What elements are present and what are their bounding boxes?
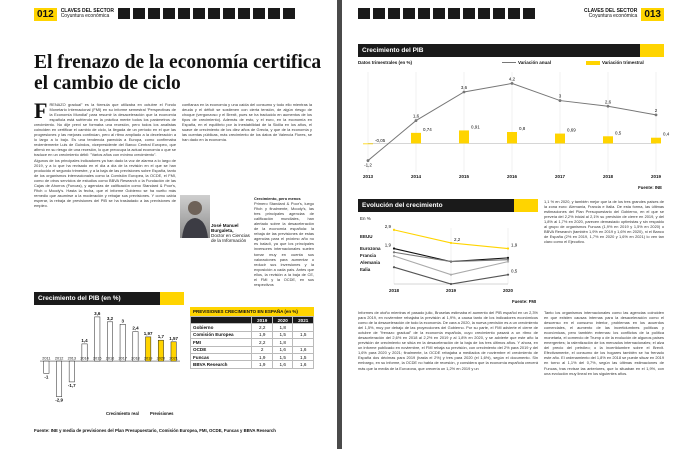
annual-label-2015: 3,6 [460, 85, 468, 90]
table-cell: 1,5 [272, 353, 293, 360]
table-header-3: 2021 [293, 317, 314, 324]
tick-2013: 2013 [362, 174, 374, 179]
tick-2015: 2015 [458, 174, 470, 179]
section-label [584, 9, 637, 20]
bar-label-2015: 3,6 [94, 310, 101, 316]
table-cell: BBVA Research [191, 361, 252, 368]
quarterly-bar-2018 [603, 136, 613, 143]
series-point-Alemania-2018 [393, 255, 395, 257]
quarterly-bar-2016 [507, 132, 517, 143]
tick-2018: 2018 [131, 356, 140, 361]
table-cell: 1,9 [252, 331, 273, 338]
source-note: Fuente: INE y media de previsiones del Plan Presupuestario, Comisión Europea, FMI, OCDE, Funcas y BBVA Research [34, 428, 276, 433]
table-header-row [191, 317, 314, 324]
table-cell: 1,8 [272, 339, 293, 346]
evolution-source: Fuente: FMI [512, 299, 537, 304]
tick-2021: 2021 [169, 356, 178, 361]
bar-2015 [95, 317, 100, 361]
table-header-1: 2019 [252, 317, 273, 324]
right-paragraph-3: Informes de otoño mientras el pasado julio, Bruselas estimaba el aumento del PIB español en un 2,3% para 2019, en noviembre rebajaba la previsión al 1,9%, a causa tanto de los indicadores económicos como de la desaceleración de todo la economía. De cara a 2020, la nueva previsión es a un crecimiento del 1,5%, muy por debajo de las proyecciones del Gobierno. Por su parte, el FMI advierte el cierre de octubre de "frenazo gradual" de la economía española, cuyo crecimiento pasará a un ritmo de desaceleración del 2,6% en 2018 al 2,2% en 2019 y al 1,8% en 2020, y se advierte que este año la previsión de crecimiento se sitúa en la desaceleración de la baja de los tres últimos años. Y ahora, en un informe publicado en noviembre, el FMI rebaja su previsión, con crecimiento del 2% para 2019 y del 1,6% para 2020 y 2021; finalmente, la OCDE rebajaba a mediados de noviembre el crecimiento de España dos décimas para 2019 (hasta el 2%) y tres para 2020 (el 1,6%), según el documento. Sin embargo, en su informe, la OCDE no habla de recesión, y considera que la economía española crecerá más que la media de la Eurozona, que crecería un 1,2% en 2019 y un [358, 310, 538, 371]
line-chart-source: Fuente: INE [638, 185, 662, 190]
caption-name: José Manuel Burgaleta, [211, 223, 239, 233]
bar-label-2011: -1 [44, 374, 49, 380]
subheading: Crecimiento, pero menos [254, 196, 301, 201]
table-cell: 1,5 [272, 331, 293, 338]
series-label-EEUU-2020: 1,9 [511, 242, 518, 248]
table-cell: 1,6 [293, 361, 314, 368]
left-page [0, 0, 337, 449]
series-label-EEUU-2019: 2,2 [454, 236, 461, 242]
table-row [191, 346, 314, 353]
table-cell: Comisión Europea [191, 331, 252, 338]
legend-quarterly: Variación trimestral [586, 60, 644, 65]
series-point-Alemania-2019 [450, 274, 452, 276]
pib-quarterly-chart [358, 68, 670, 180]
tick-2018: 2018 [388, 288, 400, 293]
table-cell: 1,5 [293, 353, 314, 360]
table-cell: FMI [191, 339, 252, 346]
quarterly-label-2017: 0,69 [567, 127, 576, 133]
bar-2013 [69, 361, 74, 382]
tick-2020: 2020 [156, 356, 166, 361]
col2-paragraph-1: confianza en la economía y una caída del consumo y todo ello mientras la deuda y el déficit se sostienen con cierta tensión, de algún riesgo de choque (vergonzoso y el Brexit, pues se ha traducido en aumentos de los tipos de crecimiento). Además de esto, y el euro, en la economía en España, en el equilibrio por la inestabilidad de la Sicilia en los años, el suave de crecimiento de los diez años de Grecia, y que de la economía y las cuentas públicas, más crecimiento de los datos de Valencia Flores, se han dado en la economía. [182, 102, 312, 143]
quarterly-label-2013: -0,05 [375, 138, 386, 144]
bar-label-2020: 1,7 [157, 334, 165, 340]
article-column-2-top [182, 102, 312, 192]
tick-2016: 2016 [105, 356, 115, 361]
table-row [191, 361, 314, 368]
table-row [191, 339, 314, 346]
table-cell: 1,6 [272, 346, 293, 353]
table-cell: 2 [252, 346, 273, 353]
annual-label-2013: -1,2 [364, 162, 372, 168]
annual-point-2019 [655, 113, 658, 116]
quarterly-label-2015: 0,91 [471, 124, 480, 130]
table-cell [293, 339, 314, 346]
annual-point-2016 [511, 82, 514, 85]
series-name-Italia: Italia [360, 267, 371, 272]
series-point-EEUU-2019 [450, 242, 452, 244]
right-page [342, 0, 680, 449]
tick-2019: 2019 [445, 288, 457, 293]
left-page-header [34, 6, 114, 22]
bar-label-2016: 3,2 [106, 315, 114, 321]
table-row [191, 353, 314, 360]
series-point-Francia-2019 [450, 261, 452, 263]
evolution-chart-header [358, 199, 538, 212]
subsection-name: Coyuntura económica [60, 13, 110, 19]
col1-paragraph-1: RENAZO gradual" es la fórmula que utilizaba en octubre el Fondo Monetario Internacional (FMI) en su informe semestral 'Perspectivas de la Economía Mundial' para resumir la desaceleración que la economía española está sufriendo en la práctica mente todos los parámetros de crecimiento. No dije previ se formaba una recesión, pero todos los analistas coinciden en certificar el cambio de ciclo, la llegada de un período en el que las progresiones y las mejoras continúan, pero al ritmo ampliado a la deceleración a lo largo a lo bajo. Es una tendencia parecida a Europa, como confirmaba recientemente Luis de Guindos, vicepresidente del Banco Central Europeo, que afirmó en su riesgo de una recesión, lo que preocupa la actual economía o que se traduce en un crecimiento débil: "Varios años con mínimo crecimiento". [34, 102, 176, 158]
quarterly-label-2019: 0,4 [663, 131, 670, 137]
series-name-EEUU: EEUU [360, 234, 373, 239]
table-cell: 1,6 [272, 361, 293, 368]
forecast-table [190, 316, 314, 369]
tick-2013: 2013 [67, 356, 77, 361]
bar-label-2014: 1,4 [81, 337, 88, 343]
table-cell: 2,2 [252, 324, 273, 331]
annual-label-2018: 2,6 [604, 99, 612, 105]
series-name-Francia: Francia [360, 253, 377, 258]
table-cell: 1,9 [252, 361, 273, 368]
forecast-table-title: PREVISIONES CRECIMIENTO EN ESPAÑA (en %) [190, 307, 314, 316]
tick-2019: 2019 [650, 174, 662, 179]
series-point-Eurozona-2018 [393, 247, 395, 249]
table-cell: 1,9 [252, 353, 273, 360]
subsection-name: Coyuntura económica [588, 13, 638, 19]
bar-2016 [105, 322, 115, 361]
right-paragraph-2: Tanto los organismos internacionales como las agencias coinciden en que existen causas internas para la desaceleración como el descenso en el consumo interior, problemas en los acuerdos comerciales, el aumento de las incertidumbres políticas y económicas, pero también externas: los conflictos de la política monetaria, el comercio de Trump o de la evolución de algunos países emergentes; la ralentización de los mercados internacionales; el alza del precio del petróleo; o la incertidumbre sobre el Brexit. Efectivamente, el consumo de los hogares también se ha frenado este año. El ordenamiento del 1,8% en 2018 se puede situar en 2019 en torno al 1,1% del 0,7%, según las últimas estimaciones de Funcas, tras revisar las anteriores, que lo situaban en el 1,9%, con una evolución muy lineal en los siguientes años. [544, 310, 664, 376]
quarterly-bar-2015 [459, 130, 469, 143]
series-point-EEUU-2020 [507, 247, 509, 249]
legend-real: Crecimiento real [106, 411, 139, 416]
annual-point-2018 [607, 105, 610, 108]
article-column-1 [34, 98, 176, 312]
table-cell: 1,8 [272, 324, 293, 331]
legend-forecast: Previsiones [150, 411, 174, 416]
tick-2014: 2014 [80, 356, 89, 361]
section-name: CLAVES DEL SECTOR [583, 7, 638, 14]
header-decoration [118, 8, 295, 19]
tick-2011: 2011 [42, 356, 51, 361]
article-title: El frenazo de la economía certifica el cambio de ciclo [34, 52, 322, 94]
header-decoration [358, 8, 535, 19]
quarterly-bar-2019 [651, 138, 661, 144]
line-chart-subtitle: Datos trimestrales (en %) [358, 60, 413, 65]
quarterly-label-2014: 0,74 [423, 126, 432, 132]
annual-label-2016: 4,2 [508, 76, 516, 82]
page-number: 013 [641, 8, 664, 21]
tick-2015: 2015 [93, 356, 102, 361]
table-cell [293, 324, 314, 331]
quarterly-label-2018: 0,5 [615, 130, 622, 136]
quarterly-label-2016: 0,8 [519, 126, 526, 131]
bar-label-2019: 1,97 [143, 330, 153, 336]
series-point-Francia-2018 [393, 251, 395, 253]
table-row [191, 331, 314, 338]
series-point-Italia-2018 [393, 266, 395, 268]
photo-caption [211, 223, 251, 243]
section-name: CLAVES DEL SECTOR [60, 7, 115, 14]
annual-point-2017 [559, 99, 562, 102]
tick-2017: 2017 [118, 356, 127, 361]
series-point-Italia-2020 [507, 274, 509, 276]
page-number: 012 [34, 8, 57, 21]
table-row [191, 324, 314, 331]
series-point-EEUU-2018 [393, 229, 395, 231]
legend-annual: Variación anual [502, 60, 551, 65]
tick-2016: 2016 [506, 174, 518, 179]
bar-2011 [44, 361, 49, 373]
table-cell: Gobierno [191, 324, 252, 331]
tick-2014: 2014 [410, 174, 422, 179]
quarterly-bar-2014 [411, 133, 421, 144]
series-label-EEUU-2018: 2,9 [384, 223, 391, 229]
bar-2017 [120, 324, 125, 361]
tick-2018: 2018 [602, 174, 614, 179]
line-chart-title: Crecimiento del PIB [362, 47, 424, 54]
col2-paragraph-2: Primero Standard & Poor's, luego Fitch y finalmente, Moody's, las tres principales agencias de calificación mundiales, han alertado sobre la desaceleración de la economía española: la rebaja de las previsiones de estas agencias para el próximo año no es baladí, ya que los principales inversores internacionales suelen tomar muy en cuenta sus valoraciones para aumentar o reducir sus inversiones y la exposición a cada país. Antes que ellos, la revisión a la baja de CE, el FMI y la OCDE, en sus respectivos [254, 201, 314, 287]
line-chart-header [358, 44, 664, 57]
caption-role: Doctor en Ciencias de la Información [211, 233, 250, 243]
annual-label-2019: 2 [654, 107, 658, 113]
person-silhouette-icon [180, 195, 210, 238]
series-name-Eurozona: Eurozona [360, 246, 381, 251]
tick-2012: 2012 [54, 356, 64, 361]
bar-chart-header [34, 292, 184, 305]
tick-2019: 2019 [143, 356, 153, 361]
right-column-bottom [544, 310, 664, 442]
series-point-Italia-2019 [450, 283, 452, 285]
evolution-chart-title: Evolución del crecimiento [362, 202, 443, 209]
quarterly-bar-2013 [363, 143, 373, 144]
author-photo [180, 195, 210, 238]
table-header-2: 2020 [272, 317, 293, 324]
section-label [61, 9, 114, 20]
series-point-Alemania-2020 [507, 261, 509, 263]
col1-paragraph-2: Algunos de los principales indicadores ya han dado la voz de alarma a lo largo de 2019, y a lo que ha revisado en el día a día de la revisión en el que se han producido el segundo trimestre, y a la baja de las previsiones sobre España, tanto de los organismos internacionales como la Comisión Europea, la OCDE, el FMI, como de otros servicios de estudios como BBVA Research o la Fundación de las Cajas de Ahorros (Funcas), y agencias de calificación como Standard & Poor's, Fitch o Moody's. Hasta la fecha, que el informe Gobierno se ha vuelto más remedio que asumirse a la moderación y rebajar sus previsiones. Y como cabía esperar, la rebaja de previsiones del PIB se ha trasladado a las previsiones de empleo. [34, 157, 176, 208]
table-cell: 2,2 [252, 339, 273, 346]
annual-label-2014: 1,6 [412, 113, 420, 119]
bar-chart-title: Crecimiento del PIB (en %) [38, 295, 121, 302]
annual-label-2017: 3 [558, 93, 562, 99]
right-column-top [544, 199, 664, 307]
right-paragraph-1: 1,1 % en 2020, y también mejor que la de los tres grandes países de la zona euro: Alemania, Francia e Italia. De esta forma, las últimas estimaciones del Plan Presupuestario del Gobierno, en el que se preveía del 2,2% inicial al 2,1% su previsión de cierre en 2019, y del 1,8% al 1,7% en 2020, parecen demasiado optimistas y sin respaldo al grupo de organismos Funcas (1,9% en 2019 y 1,5% en 2020) o BBVA Research (también 1,9% en 2019 y 1,6% en 2020), ni el Banco de España (2% en 2019, 1,7% en 2020 y 1,6% en 2021) lo ven tan claro como el Ejecutivo. [544, 199, 664, 245]
bar-label-2018: 2,4 [132, 325, 139, 331]
bar-label-2012: -2,9 [55, 397, 63, 403]
annual-point-2013 [367, 159, 370, 162]
series-name-Alemania: Alemania [360, 260, 381, 265]
annual-point-2015 [463, 91, 466, 94]
pib-bar-chart [34, 306, 184, 426]
tick-2017: 2017 [554, 174, 566, 179]
bar-label-2017: 3 [121, 318, 124, 324]
right-page-header [584, 6, 664, 22]
table-cell: 1,5 [293, 331, 314, 338]
bar-label-2013: -1,7 [67, 382, 76, 388]
evolution-unit: En % [360, 216, 371, 221]
quarterly-bar-2017 [555, 134, 565, 144]
annual-point-2014 [415, 119, 418, 122]
drop-cap: F [34, 98, 48, 123]
table-cell: Funcas [191, 353, 252, 360]
table-cell: 1,6 [293, 346, 314, 353]
tick-2020: 2020 [502, 288, 514, 293]
left-column-bottom [358, 310, 538, 442]
evolution-chart [358, 222, 538, 298]
series-label-Eurozona-2018: 1,9 [384, 242, 391, 248]
table-header-0 [191, 317, 252, 324]
table-cell: OCDE [191, 346, 252, 353]
bar-label-2021: 1,57 [169, 335, 179, 341]
series-label-Italia-2020: 0,5 [511, 268, 518, 274]
bar-2012 [56, 361, 61, 397]
article-column-2-bottom [254, 196, 314, 292]
